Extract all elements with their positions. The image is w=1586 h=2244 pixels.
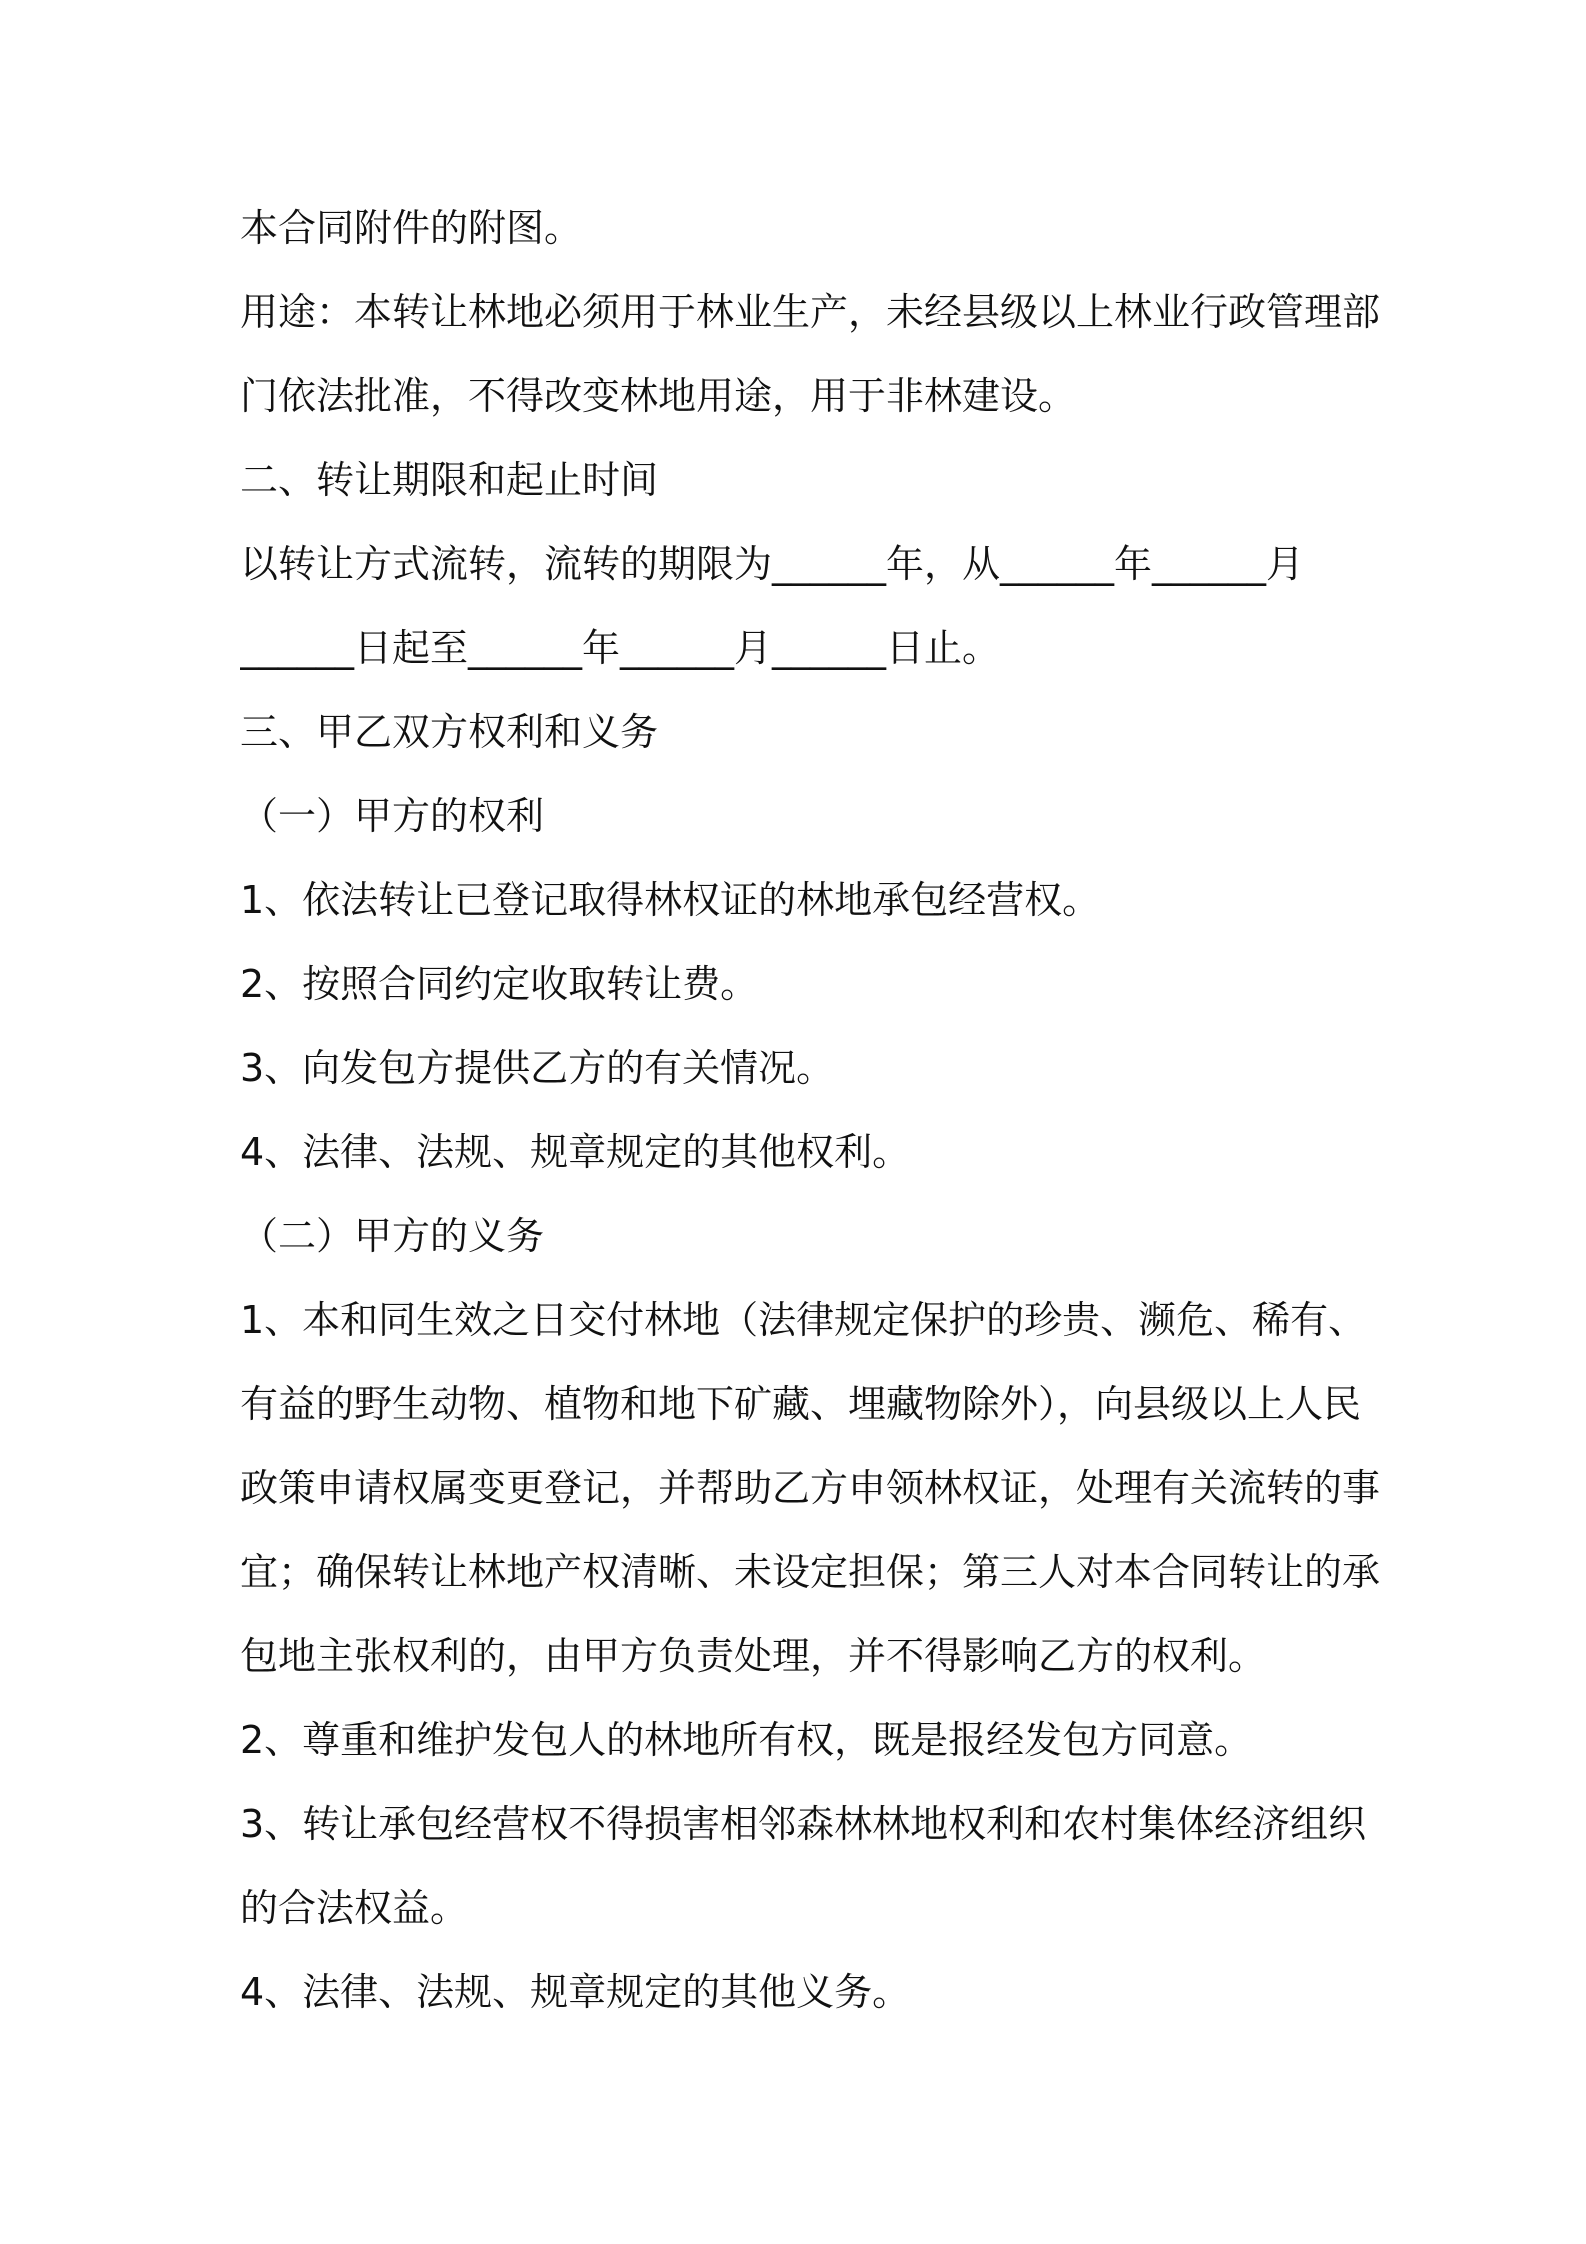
list-item: 2、按照合同约定收取转让费。: [240, 962, 759, 1006]
text-line-5: 以转让方式流转，流转的期限为______年，从______年______月: [240, 542, 1305, 586]
section-heading-3: 三、甲乙双方权利和义务: [240, 710, 659, 754]
text-line-2: 用途：本转让林地必须用于林业生产，未经县级以上林业行政管理部: [240, 290, 1380, 334]
list-item: 1、依法转让已登记取得林权证的林地承包经营权。: [240, 878, 1101, 922]
subsection-heading-2: （二）甲方的义务: [240, 1214, 545, 1258]
list-item-continuation: 宜；确保转让林地产权清晰、未设定担保；第三人对本合同转让的承: [240, 1550, 1380, 1594]
list-item: 3、转让承包经营权不得损害相邻森林林地权利和农村集体经济组织: [240, 1802, 1367, 1846]
list-item: 1、本和同生效之日交付林地（法律规定保护的珍贵、濒危、稀有、: [240, 1298, 1367, 1342]
list-item-continuation: 有益的野生动物、植物和地下矿藏、埋藏物除外），向县级以上人民: [240, 1382, 1362, 1426]
text-line-3: 门依法批准，不得改变林地用途，用于非林建设。: [240, 374, 1077, 418]
list-item-continuation: 包地主张权利的，由甲方负责处理，并不得影响乙方的权利。: [240, 1634, 1267, 1678]
list-item-continuation: 的合法权益。: [240, 1886, 469, 1930]
list-item: 3、向发包方提供乙方的有关情况。: [240, 1046, 835, 1090]
text-line-1: 本合同附件的附图。: [240, 206, 583, 250]
list-item: 4、法律、法规、规章规定的其他权利。: [240, 1130, 911, 1174]
text-line-6: ______日起至______年______月______日止。: [240, 626, 1001, 670]
section-heading-2: 二、转让期限和起止时间: [240, 458, 659, 502]
list-item: 2、尊重和维护发包人的林地所有权，既是报经发包方同意。: [240, 1718, 1253, 1762]
list-item: 4、法律、法规、规章规定的其他义务。: [240, 1970, 911, 2014]
subsection-heading-1: （一）甲方的权利: [240, 794, 545, 838]
list-item-continuation: 政策申请权属变更登记，并帮助乙方申领林权证，处理有关流转的事: [240, 1466, 1380, 1510]
